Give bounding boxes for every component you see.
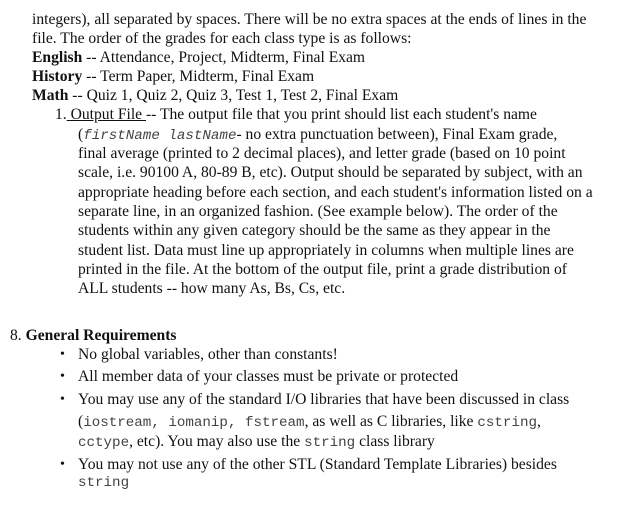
bullet-item: You may use any of the standard I/O libraries that have been discussed in class <box>78 391 570 408</box>
output-file-line: ALL students -- how many As, Bs, Cs, etc. <box>78 280 346 297</box>
output-file-line: printed in the file. At the bottom of the output file, print a grade distribution of <box>78 261 567 278</box>
code-name-format: firstName lastName <box>83 128 237 144</box>
output-file-line: students within any given category should be the same as they appear in the <box>78 222 551 239</box>
section-title: General Requirements <box>25 327 177 344</box>
output-file-line: final average (printed to 2 decimal places), and letter grade (based on 10 point <box>78 145 566 162</box>
section-heading <box>10 326 176 345</box>
text: ( <box>78 413 84 430</box>
output-file-item <box>55 105 537 124</box>
section-number: 8. <box>10 327 26 344</box>
text: class library <box>355 433 435 450</box>
intro-line: file. The order of the grades for each class type is as follows: <box>32 30 412 47</box>
text: , as well as C libraries, like <box>304 413 478 430</box>
output-file-title: Output File <box>66 106 146 123</box>
output-file-line: student list. Data must line up appropriately in columns when multiple lines are <box>78 242 574 259</box>
code-string: string <box>304 435 356 451</box>
subject-label: History <box>32 68 83 85</box>
grade-items: -- Term Paper, Midterm, Final Exam <box>82 68 315 85</box>
grade-items: -- Quiz 1, Quiz 2, Quiz 3, Test 1, Test 2, Final Exam <box>68 87 399 104</box>
subject-label: Math <box>32 87 69 104</box>
grade-items: -- Attendance, Project, Midterm, Final Exam <box>82 49 366 66</box>
item-number: 1. <box>55 106 67 123</box>
code-cctype: cctype <box>78 435 130 451</box>
code-io-libs: iostream, iomanip, fstream <box>83 415 305 431</box>
output-file-line: scale, i.e. 90100 A, 80-89 B, etc). Output should be separated by subject, with an <box>78 164 583 181</box>
text: , etc). You may also use the <box>129 433 305 450</box>
bullet-icon: • <box>60 392 65 407</box>
bullet-item: You may not use any of the other STL (Standard Template Libraries) besides <box>78 456 557 473</box>
grade-order-history <box>32 67 314 86</box>
text: , <box>536 413 541 430</box>
bullet-icon: • <box>60 347 65 362</box>
bullet-icon: • <box>60 369 65 384</box>
code-string: string <box>78 475 130 491</box>
subject-label: English <box>32 49 83 66</box>
grade-order-english <box>32 48 365 67</box>
text: ( <box>78 126 84 143</box>
text: -- The output file that you print should list each student's name <box>145 106 537 123</box>
bullet-item-continuation <box>78 412 541 433</box>
bullet-icon: • <box>60 457 65 472</box>
output-file-line: appropriate heading before each section, and each student's information listed on a <box>78 184 593 201</box>
intro-line: integers), all separated by spaces. There will be no extra spaces at the ends of lines in the <box>32 11 587 28</box>
bullet-item: All member data of your classes must be private or protected <box>78 368 459 385</box>
output-file-line <box>78 125 557 146</box>
bullet-item-continuation <box>78 432 435 453</box>
output-file-line: separate line, in an organized fashion. (See example below). The order of the <box>78 203 558 220</box>
text: - no extra punctuation between), Final Exam grade, <box>236 126 558 143</box>
bullet-item: No global variables, other than constants! <box>78 346 338 363</box>
code-cstring: cstring <box>477 415 537 431</box>
grade-order-math <box>32 86 398 105</box>
